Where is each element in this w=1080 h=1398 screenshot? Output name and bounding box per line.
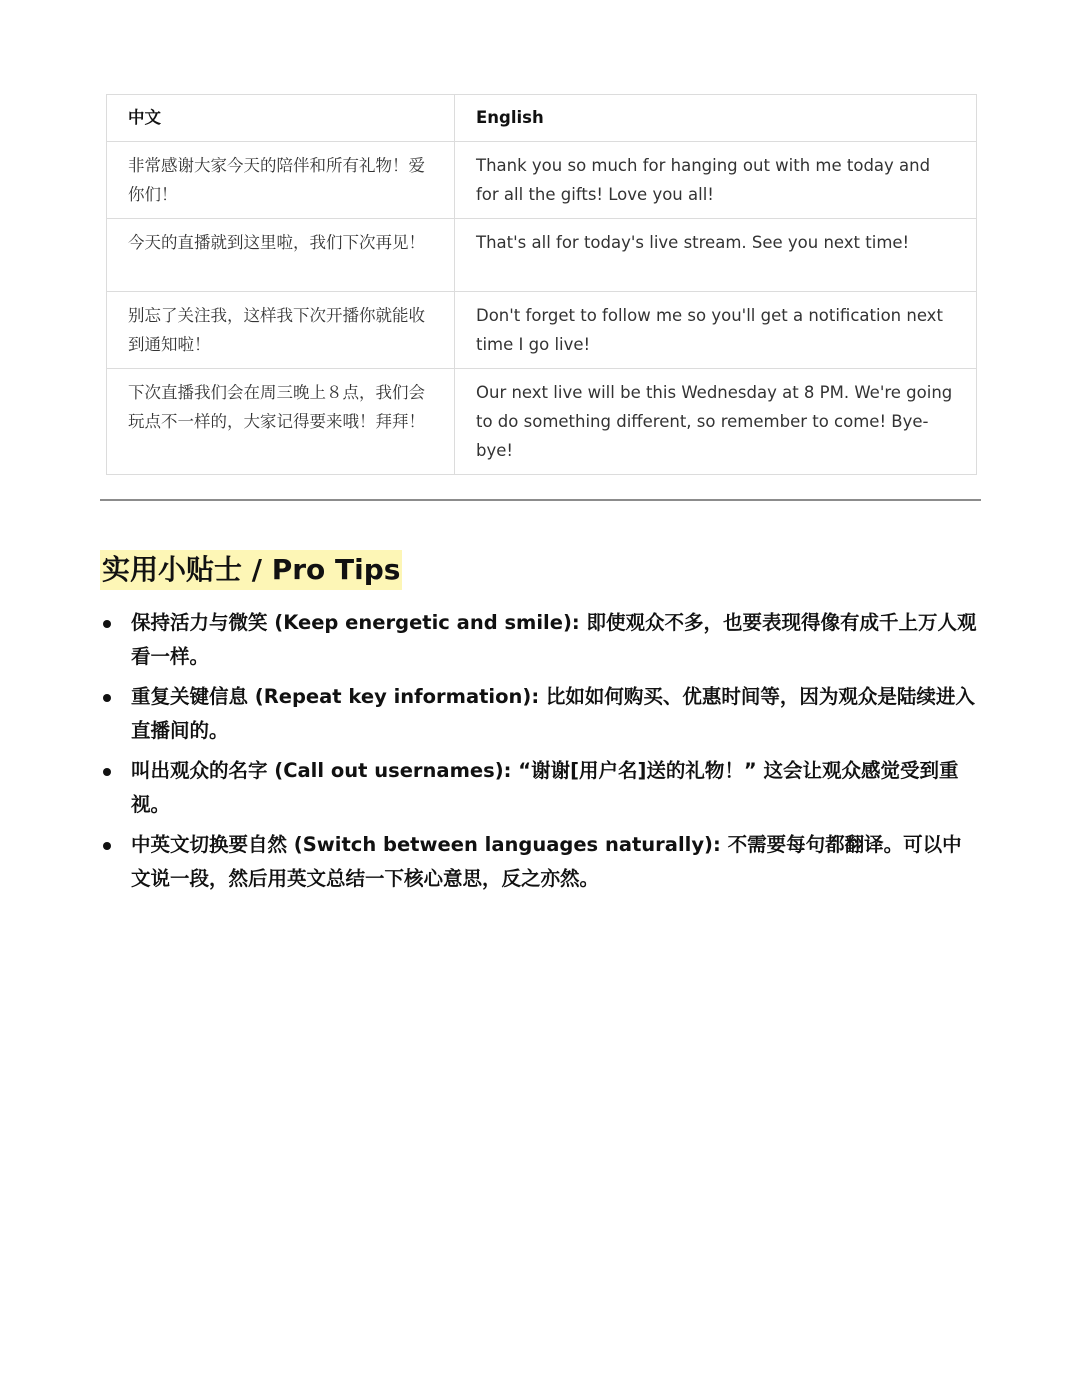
english-cell: Our next live will be this Wednesday at 8 PM. We're going to do something different, so remember to come! Bye-bye! (455, 369, 977, 475)
tip-label: 保持活力与微笑 (Keep energetic and smile) (131, 611, 572, 634)
chinese-cell: 下次直播我们会在周三晚上８点，我们会玩点不一样的，大家记得要来哦！拜拜！ (107, 369, 455, 475)
pro-tips-heading: 实用小贴士 / Pro Tips (100, 550, 402, 590)
tip-label: 叫出观众的名字 (Call out usernames) (131, 759, 504, 782)
table-row (107, 292, 977, 369)
chinese-cell: 非常感谢大家今天的陪伴和所有礼物！爱你们！ (107, 142, 455, 219)
list-item: 中英文切换要自然 (Switch between languages naturally): 不需要每句都翻译。可以中文说一段，然后用英文总结一下核心意思，反之亦然。 (100, 828, 980, 896)
column-header-chinese: 中文 (107, 95, 455, 142)
column-header-english: English (455, 95, 977, 142)
tip-description: 即使观众不多，也要表现得像有成千上万人观看一样。 (131, 611, 977, 668)
english-cell: That's all for today's live stream. See you next time! (455, 219, 977, 292)
section-divider (100, 499, 981, 501)
list-item: 叫出观众的名字 (Call out usernames): “谢谢[用户名]送的礼物！” 这会让观众感觉受到重视。 (100, 754, 980, 822)
list-item: 保持活力与微笑 (Keep energetic and smile): 即使观众不多，也要表现得像有成千上万人观看一样。 (100, 606, 980, 674)
phrase-table (106, 94, 977, 475)
tip-description: 比如如何购买、优惠时间等，因为观众是陆续进入直播间的。 (131, 685, 975, 742)
table-row (107, 142, 977, 219)
english-cell: Thank you so much for hanging out with me today and for all the gifts! Love you all! (455, 142, 977, 219)
chinese-cell: 别忘了关注我，这样我下次开播你就能收到通知啦！ (107, 292, 455, 369)
bullet-icon (103, 842, 111, 850)
bullet-icon (103, 620, 111, 628)
chinese-cell: 今天的直播就到这里啦，我们下次再见！ (107, 219, 455, 292)
bullet-icon (103, 694, 111, 702)
tip-label: 重复关键信息 (Repeat key information) (131, 685, 532, 708)
table-row (107, 369, 977, 475)
list-item: 重复关键信息 (Repeat key information): 比如如何购买、优惠时间等，因为观众是陆续进入直播间的。 (100, 680, 980, 748)
tip-label: 中英文切换要自然 (Switch between languages naturally) (131, 833, 713, 856)
tip-description: 不需要每句都翻译。可以中文说一段，然后用英文总结一下核心意思，反之亦然。 (131, 833, 962, 890)
tip-description: “谢谢[用户名]送的礼物！” 这会让观众感觉受到重视。 (131, 759, 959, 816)
bullet-icon (103, 768, 111, 776)
table-header-row (107, 95, 977, 142)
table-row (107, 219, 977, 292)
english-cell: Don't forget to follow me so you'll get a notification next time I go live! (455, 292, 977, 369)
pro-tips-list (100, 606, 980, 902)
